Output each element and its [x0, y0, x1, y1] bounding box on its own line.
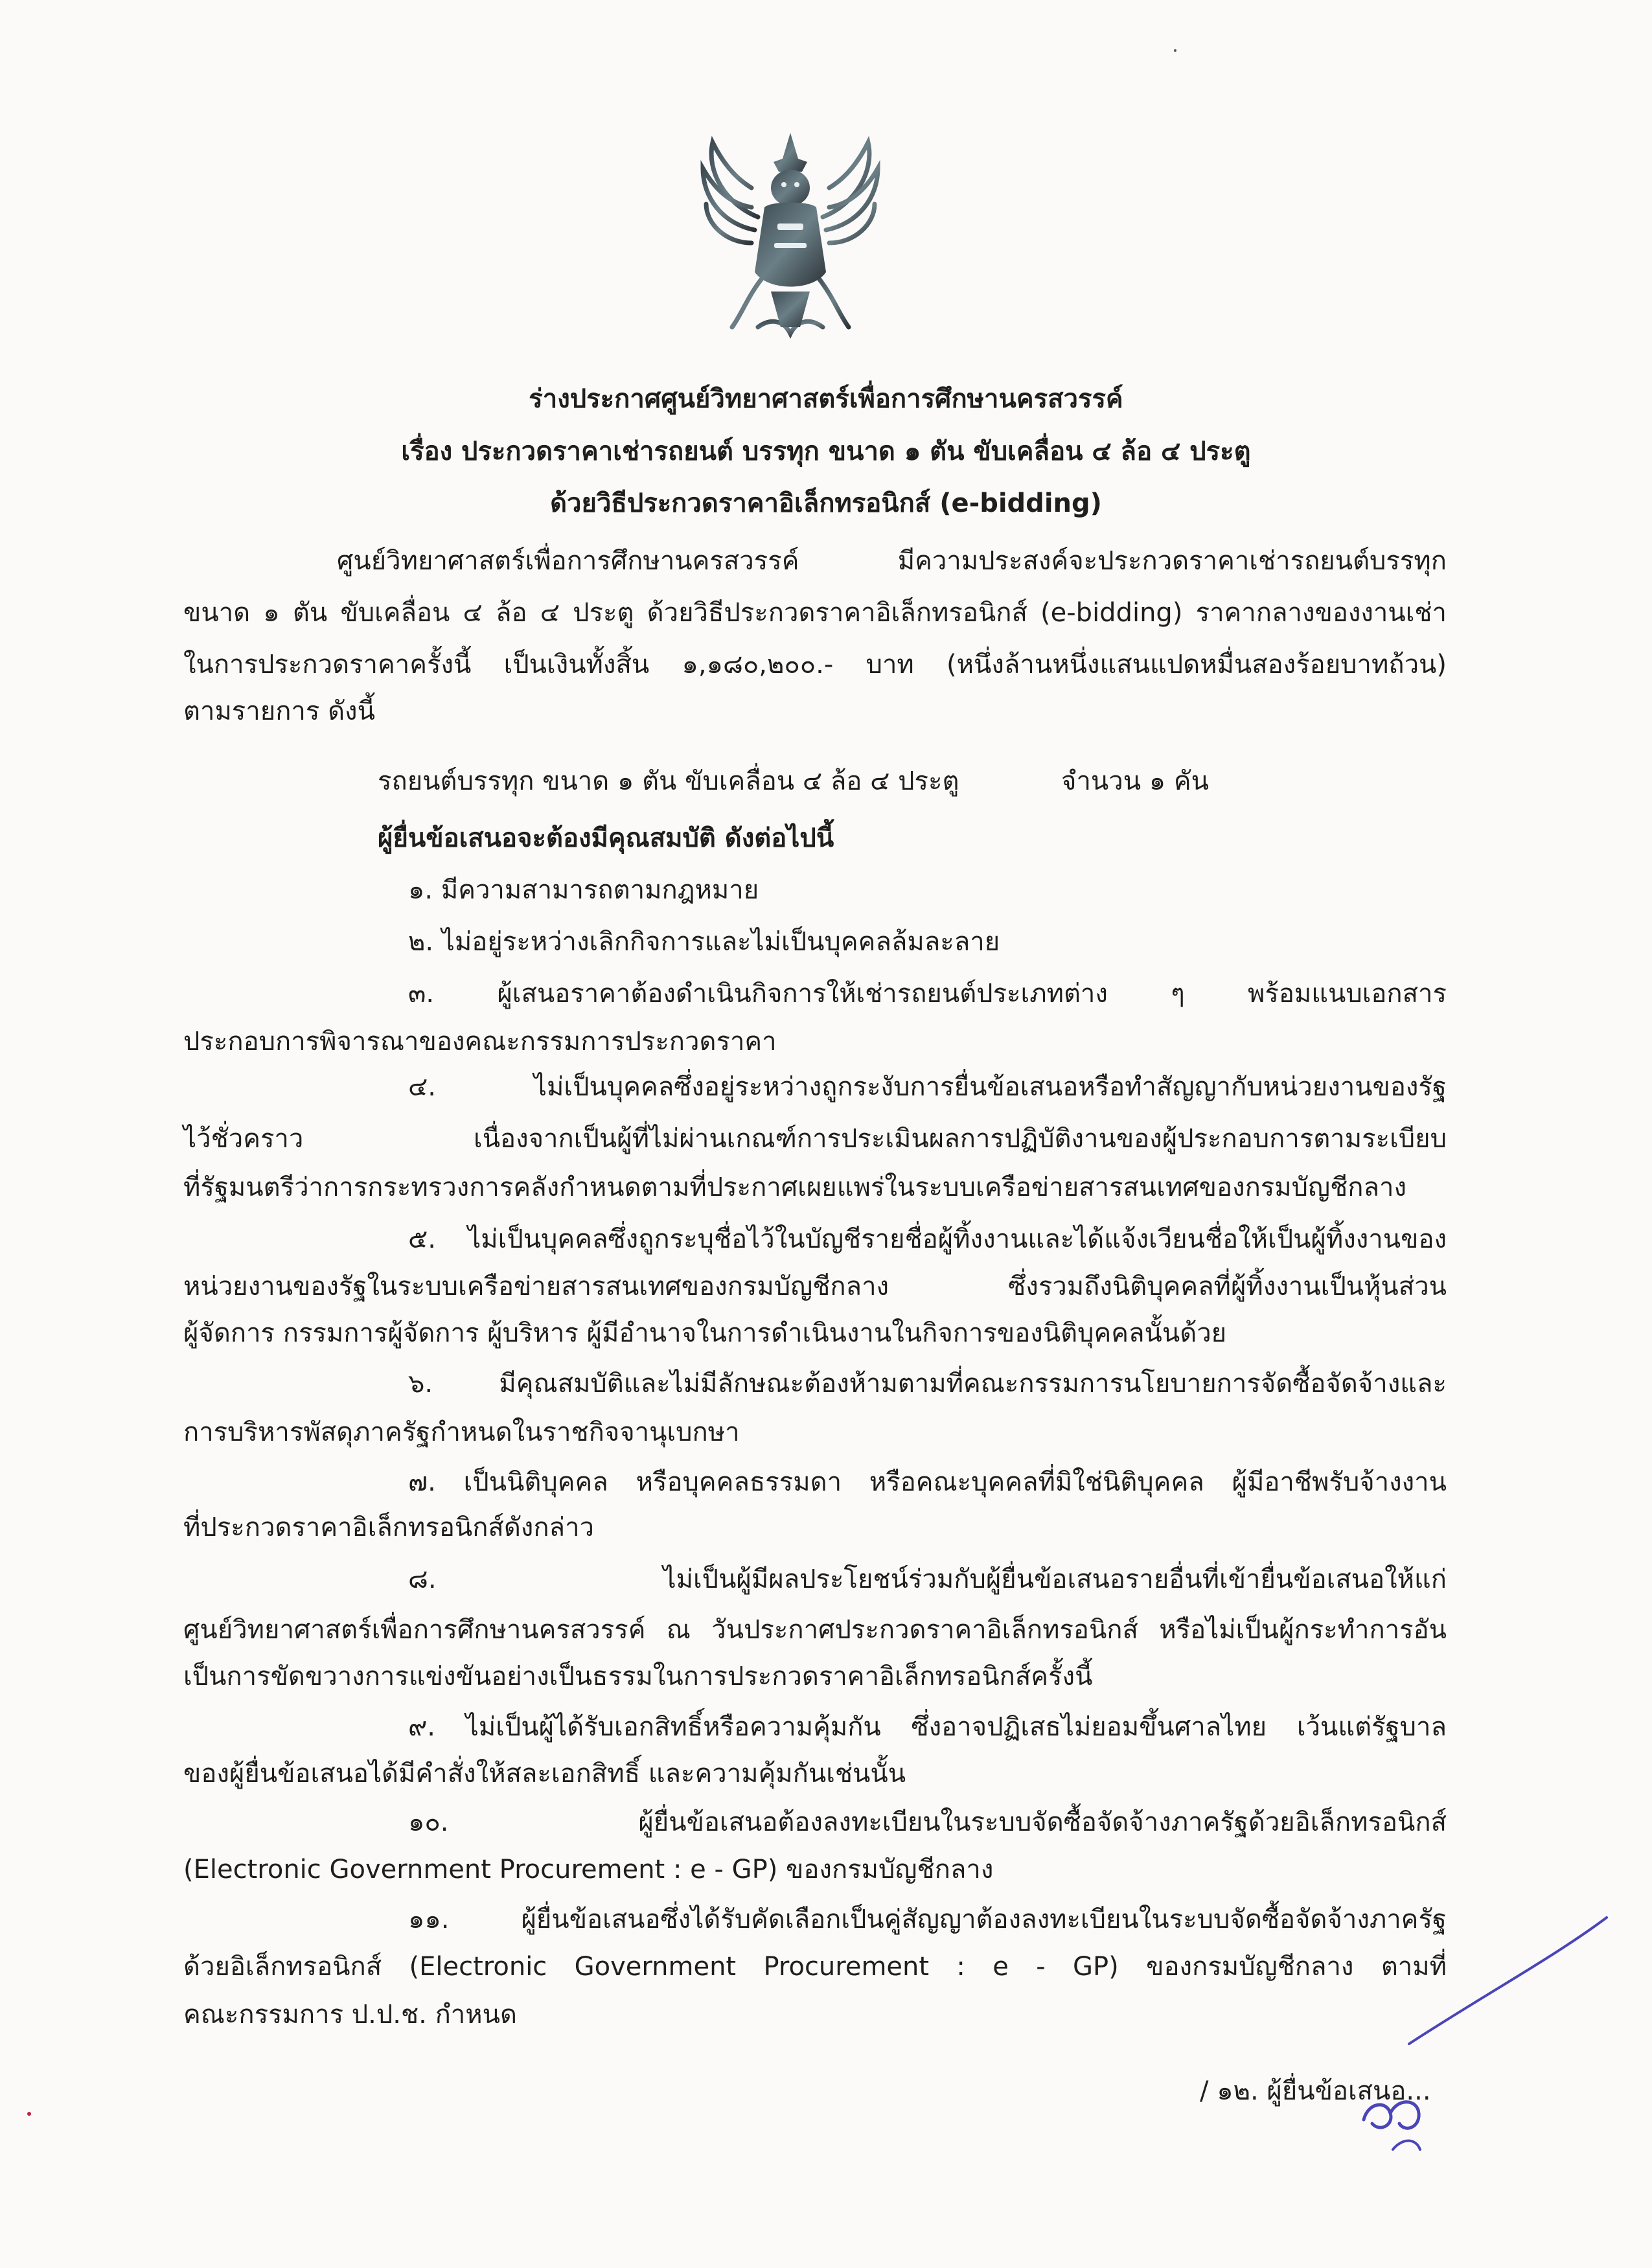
item-description: รถยนต์บรรทุก ขนาด ๑ ตัน ขับเคลื่อน ๔ ล้อ ๔ ประตู [378, 766, 959, 796]
qualification-5-line-2: หน่วยงานของรัฐในระบบเครือข่ายสารสนเทศของกรมบัญชีกลาง ซึ่งรวมถึงนิติบุคคลที่ผู้ทิ้งงานเป็นหุ้นส่วน [183, 1272, 1447, 1301]
qualification-8-line-2: ศูนย์วิทยาศาสตร์เพื่อการศึกษานครสวรรค์ ณ วันประกาศประกวดราคาอิเล็กทรอนิกส์ หรือไม่เป็นผู้กระทำการอัน [183, 1615, 1447, 1645]
qualification-11-line-3: คณะกรรมการ ป.ป.ช. กำหนด [183, 2000, 517, 2030]
qualification-8-line-3: เป็นการขัดขวางการแข่งขันอย่างเป็นธรรมในการประกวดราคาอิเล็กทรอนิกส์ครั้งนี้ [183, 1662, 1093, 1691]
qualification-10-line-1: ๑๐. ผู้ยื่นข้อเสนอต้องลงทะเบียนในระบบจัดซื้อจัดจ้างภาครัฐด้วยอิเล็กทรอนิกส์ [408, 1807, 1447, 1837]
qualification-10-line-2: (Electronic Government Procurement : e - GP) ของกรมบัญชีกลาง [183, 1855, 994, 1884]
garuda-emblem-icon [687, 133, 894, 353]
qualification-6-line-1: ๖. มีคุณสมบัติและไม่มีลักษณะต้องห้ามตามที่คณะกรรมการนโยบายการจัดซื้อจัดจ้างและ [408, 1369, 1447, 1399]
qualification-4-line-2: ไว้ชั่วคราว เนื่องจากเป็นผู้ที่ไม่ผ่านเกณฑ์การประเมินผลการปฏิบัติงานของผู้ประกอบการตามระเบียบ [183, 1124, 1447, 1154]
qualifications-heading: ผู้ยื่นข้อเสนอจะต้องมีคุณสมบัติ ดังต่อไปนี้ [378, 823, 834, 853]
qualification-9-line-2: ของผู้ยื่นข้อเสนอได้มีคำสั่งให้สละเอกสิทธิ์ และความคุ้มกันเช่นนั้น [183, 1759, 906, 1789]
qualification-11-line-2: ด้วยอิเล็กทรอนิกส์ (Electronic Government Procurement : e - GP) ของกรมบัญชีกลาง ตามที่ [183, 1952, 1447, 1982]
scan-speck [27, 2112, 31, 2116]
title-line-2: เรื่อง ประกวดราคาเช่ารถยนต์ บรรทุก ขนาด ๑ ตัน ขับเคลื่อน ๔ ล้อ ๔ ประตู [401, 437, 1251, 466]
qualification-6-line-2: การบริหารพัสดุภาครัฐกำหนดในราชกิจจานุเบกษา [183, 1417, 740, 1447]
qualification-11-line-1: ๑๑. ผู้ยื่นข้อเสนอซึ่งได้รับคัดเลือกเป็นคู่สัญญาต้องลงทะเบียนในระบบจัดซื้อจัดจ้างภาครัฐ [408, 1905, 1447, 1934]
qualification-7-line-1: ๗. เป็นนิติบุคคล หรือบุคคลธรรมดา หรือคณะบุคคลที่มิใช่นิติบุคคล ผู้มีอาชีพรับจ้างงาน [408, 1467, 1447, 1497]
intro-line-1: ศูนย์วิทยาศาสตร์เพื่อการศึกษานครสวรรค์ มีความประสงค์จะประกวดราคาเช่ารถยนต์บรรทุก [337, 546, 1447, 576]
qualification-5-line-1: ๕. ไม่เป็นบุคคลซึ่งถูกระบุชื่อไว้ในบัญชีรายชื่อผู้ทิ้งงานและได้แจ้งเวียนชื่อให้เป็นผู้ทิ้งงานของ [408, 1224, 1447, 1254]
intro-line-4: ตามรายการ ดังนี้ [183, 696, 375, 726]
qualification-4-line-1: ๔. ไม่เป็นบุคคลซึ่งอยู่ระหว่างถูกระงับการยื่นข้อเสนอหรือทำสัญญากับหน่วยงานของรัฐ [408, 1072, 1447, 1102]
qualification-5-line-3: ผู้จัดการ กรรมการผู้จัดการ ผู้บริหาร ผู้มีอำนาจในการดำเนินงานในกิจการของนิติบุคคลนั้นด้วย [183, 1318, 1227, 1348]
qualification-8-line-1: ๘. ไม่เป็นผู้มีผลประโยชน์ร่วมกับผู้ยื่นข้อเสนอรายอื่นที่เข้ายื่นข้อเสนอให้แก่ [408, 1564, 1447, 1594]
qualification-3-line-2: ประกอบการพิจารณาของคณะกรรมการประกวดราคา [183, 1027, 777, 1057]
continuation-reference: / ๑๒. ผู้ยื่นข้อเสนอ... [1200, 2076, 1431, 2106]
intro-line-2: ขนาด ๑ ตัน ขับเคลื่อน ๔ ล้อ ๔ ประตู ด้วยวิธีประกวดราคาอิเล็กทรอนิกส์ (e-bidding) ราคากลางของงานเช่า [183, 598, 1447, 628]
qualification-3-line-1: ๓. ผู้เสนอราคาต้องดำเนินกิจการให้เช่ารถยนต์ประเภทต่าง ๆ พร้อมแนบเอกสาร [408, 979, 1447, 1009]
scan-speck [1174, 49, 1176, 52]
intro-line-3: ในการประกวดราคาครั้งนี้ เป็นเงินทั้งสิ้น ๑,๑๘๐,๒๐๐.- บาท (หนึ่งล้านหนึ่งแสนแปดหมื่นสองร้อยบาทถ้วน) [183, 650, 1447, 680]
qualification-9-line-1: ๙. ไม่เป็นผู้ได้รับเอกสิทธิ์หรือความคุ้มกัน ซึ่งอาจปฏิเสธไม่ยอมขึ้นศาลไทย เว้นแต่รัฐบาล [408, 1712, 1447, 1742]
qualification-7-line-2: ที่ประกวดราคาอิเล็กทรอนิกส์ดังกล่าว [183, 1513, 594, 1542]
title-line-3: ด้วยวิธีประกวดราคาอิเล็กทรอนิกส์ (e-bidding) [550, 488, 1102, 518]
item-quantity: จำนวน ๑ คัน [1061, 766, 1209, 796]
qualification-2: ๒. ไม่อยู่ระหว่างเลิกกิจการและไม่เป็นบุคคลล้มละลาย [408, 927, 1000, 957]
title-line-1: ร่างประกาศศูนย์วิทยาศาสตร์เพื่อการศึกษานครสวรรค์ [529, 384, 1123, 414]
qualification-4-line-3: ที่รัฐมนตรีว่าการกระทรวงการคลังกำหนดตามที่ประกาศเผยแพร่ในระบบเครือข่ายสารสนเทศของกรมบัญชีกลาง [183, 1173, 1406, 1202]
qualification-1: ๑. มีความสามารถตามกฎหมาย [408, 875, 759, 905]
